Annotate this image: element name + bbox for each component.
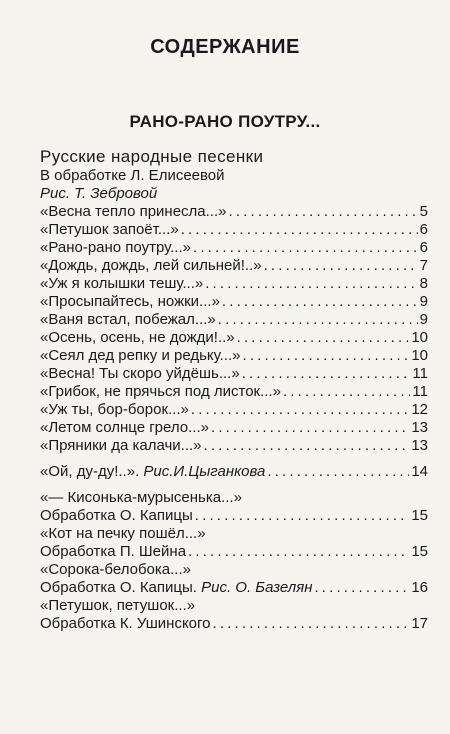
entry-adapted: Обработка О. Капицы bbox=[40, 507, 193, 524]
entry-illustrator: Рис. О. Базелян bbox=[201, 579, 313, 596]
entry-page: 17 bbox=[411, 615, 428, 632]
toc-entry[interactable] bbox=[40, 293, 428, 311]
entry-page: 11 bbox=[412, 383, 428, 400]
entry-page: 7 bbox=[419, 257, 428, 274]
entry-title: «Уж я колышки тешу...» bbox=[40, 275, 204, 292]
entry-title: «Уж ты, бор-борок...» bbox=[40, 401, 189, 418]
entry-title[interactable]: «— Кисонька-мурысенька...» bbox=[40, 489, 242, 506]
entry-title: «Осень, осень, не дожди!..» bbox=[40, 329, 235, 346]
entry-title: «Ваня встал, побежал...» bbox=[40, 311, 216, 328]
entry-title: «Весна! Ты скоро уйдёшь...» bbox=[40, 365, 240, 382]
entry-page: 6 bbox=[419, 239, 428, 256]
toc-entry-petushok[interactable] bbox=[40, 615, 428, 633]
toc-entry[interactable] bbox=[40, 347, 428, 365]
entry-adapted: Обработка К. Ушинского bbox=[40, 615, 211, 632]
entry-page: 14 bbox=[411, 463, 428, 480]
entry-page: 13 bbox=[411, 419, 428, 436]
entry-page: 9 bbox=[419, 311, 428, 328]
toc-entry[interactable] bbox=[40, 329, 428, 347]
toc-entry-kison[interactable] bbox=[40, 507, 428, 525]
entry-page: 9 bbox=[419, 293, 428, 310]
entry-page: 16 bbox=[411, 579, 428, 596]
toc-list bbox=[40, 147, 428, 633]
entry-page: 11 bbox=[412, 365, 428, 382]
entry-title: «Дождь, дождь, лей сильней!..» bbox=[40, 257, 262, 274]
entry-title: «Летом солнце грело...» bbox=[40, 419, 209, 436]
toc-entry[interactable] bbox=[40, 257, 428, 275]
toc-entry[interactable] bbox=[40, 221, 428, 239]
toc-entry-kot[interactable] bbox=[40, 543, 428, 561]
entry-page: 10 bbox=[411, 329, 428, 346]
group-title: Русские народные песенки bbox=[40, 147, 264, 166]
entry-adapted: Обработка П. Шейна bbox=[40, 543, 187, 560]
entry-title: «Весна тепло принесла...» bbox=[40, 203, 227, 220]
group-illustrator: Рис. Т. Зебровой bbox=[40, 185, 158, 202]
toc-entry-oy[interactable] bbox=[40, 463, 428, 481]
section-title: РАНО-РАНО ПОУТРУ... bbox=[129, 112, 321, 131]
group-adapted: В обработке Л. Елисеевой bbox=[40, 167, 225, 184]
entry-title[interactable]: «Сорока-белобока...» bbox=[40, 561, 191, 578]
toc-entry[interactable] bbox=[40, 239, 428, 257]
toc-entry[interactable] bbox=[40, 383, 428, 401]
entry-page: 10 bbox=[411, 347, 428, 364]
entry-page: 8 bbox=[419, 275, 428, 292]
toc-entry[interactable] bbox=[40, 275, 428, 293]
page-heading: СОДЕРЖАНИЕ bbox=[150, 36, 300, 58]
entry-title[interactable]: «Кот на печку пошёл...» bbox=[40, 525, 206, 542]
entry-title[interactable]: «Петушок, петушок...» bbox=[40, 597, 196, 614]
toc-entry[interactable] bbox=[40, 365, 428, 383]
entry-page: 5 bbox=[419, 203, 428, 220]
entry-title: «Просыпайтесь, ножки...» bbox=[40, 293, 220, 310]
entry-page: 6 bbox=[419, 221, 428, 238]
entry-adapted: Обработка О. Капицы. bbox=[40, 579, 197, 596]
entry-title: «Пряники да калачи...» bbox=[40, 437, 202, 454]
entry-title: «Ой, ду-ду!..». bbox=[40, 463, 140, 480]
toc-entry[interactable] bbox=[40, 437, 428, 455]
toc-entry[interactable] bbox=[40, 311, 428, 329]
entry-page: 15 bbox=[411, 507, 428, 524]
entry-title: «Сеял дед репку и редьку...» bbox=[40, 347, 241, 364]
entry-illustrator: Рис.И.Цыганкова bbox=[143, 463, 266, 480]
entry-title: «Грибок, не прячься под листок...» bbox=[40, 383, 281, 400]
entry-page: 12 bbox=[411, 401, 428, 418]
entry-page: 13 bbox=[411, 437, 428, 454]
toc-entry[interactable] bbox=[40, 401, 428, 419]
entry-page: 15 bbox=[411, 543, 428, 560]
toc-entry[interactable] bbox=[40, 419, 428, 437]
toc-entry-soroka[interactable] bbox=[40, 579, 428, 597]
entry-title: «Рано-рано поутру...» bbox=[40, 239, 191, 256]
entry-title: «Петушок запоёт...» bbox=[40, 221, 179, 238]
toc-entry[interactable] bbox=[40, 203, 428, 221]
